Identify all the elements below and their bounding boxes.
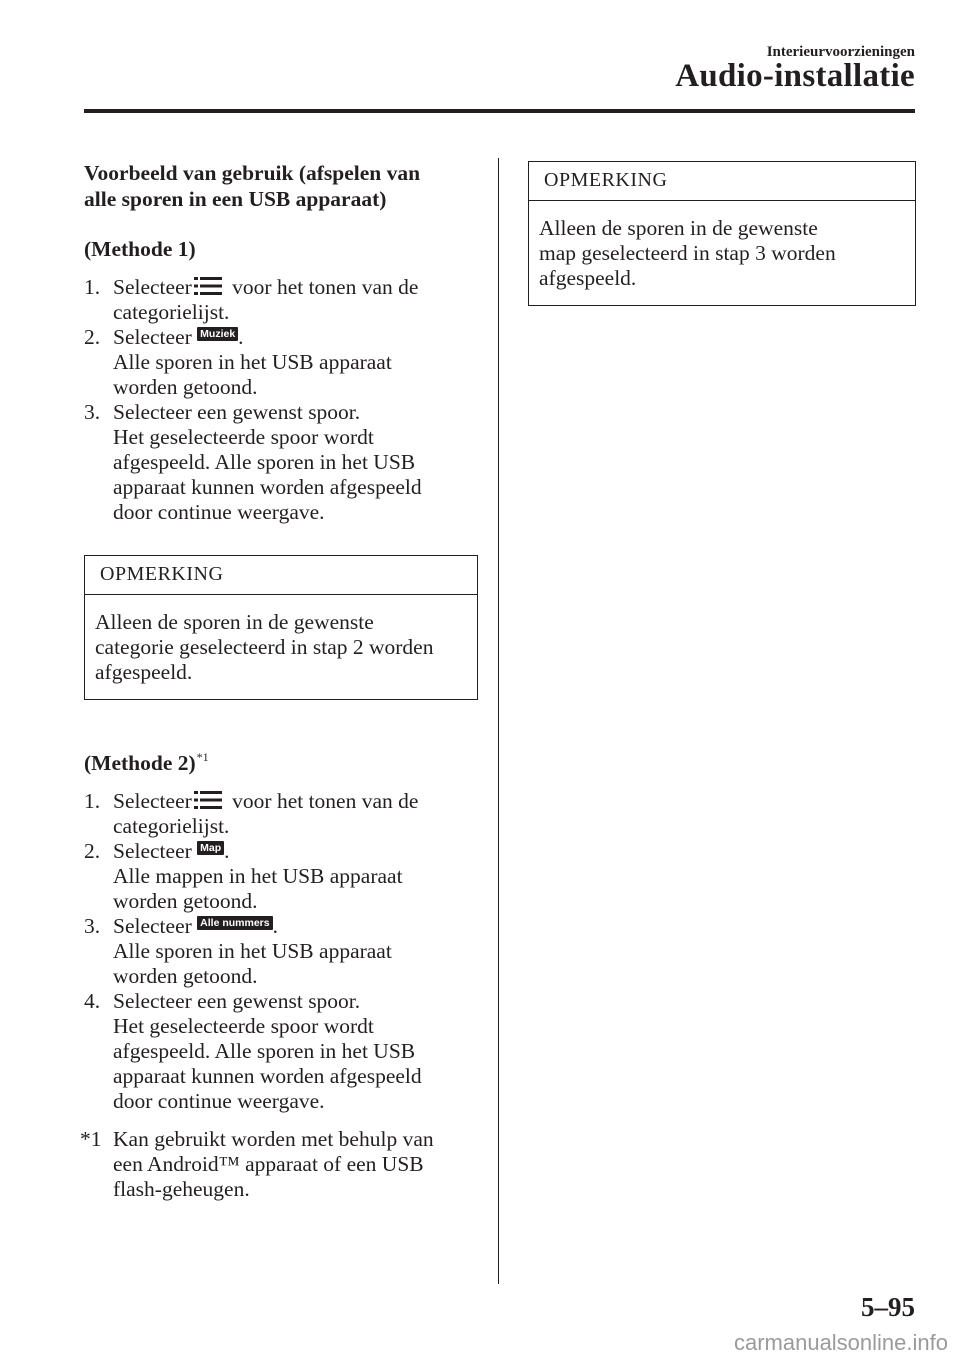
note-text: categorie geselecteerd in stap 2 worden: [95, 635, 434, 659]
left-column: [80, 160, 474, 1202]
step-text: categorielijst.: [113, 814, 230, 838]
step-text: Selecteer een gewenst spoor.: [113, 989, 361, 1013]
note-text: map geselecteerd in stap 3 worden: [539, 241, 836, 265]
note-box: [528, 161, 916, 306]
column-divider: [498, 158, 499, 1284]
list-item: [84, 989, 474, 1114]
note-title: OPMERKING: [529, 162, 915, 201]
step-text: categorielijst.: [113, 300, 230, 324]
step-number: 2.: [84, 839, 101, 863]
footnote-text: een Android™ apparaat of een USB: [113, 1152, 424, 1176]
step-text: door continue weergave.: [113, 1089, 325, 1113]
step-text: Alle sporen in het USB apparaat: [113, 939, 392, 963]
step-text: .: [224, 839, 230, 863]
step-text: apparaat kunnen worden afgespeeld: [113, 1064, 422, 1088]
step-text: worden getoond.: [113, 889, 258, 913]
method2-steps: [84, 789, 474, 1114]
page-number: 5–95: [861, 1292, 915, 1322]
step-number: 2.: [84, 325, 101, 349]
note-title: OPMERKING: [85, 556, 477, 595]
header-title: Audio-installatie: [675, 58, 915, 94]
footnote-text: flash-geheugen.: [113, 1177, 250, 1201]
footnote-text: Kan gebruikt worden met behulp van: [113, 1127, 434, 1151]
muziek-button-label: Muziek: [197, 327, 238, 341]
step-number: 1.: [84, 275, 101, 299]
note-text: afgespeeld.: [95, 660, 193, 684]
right-column: [528, 161, 916, 306]
step-text: Het geselecteerde spoor wordt: [113, 425, 374, 449]
header-section-label: Interieurvoorzieningen: [766, 44, 915, 60]
step-number: 4.: [84, 989, 101, 1013]
section-heading-line2: alle sporen in een USB apparaat): [84, 187, 387, 211]
alle-nummers-button-label: Alle nummers: [197, 916, 272, 930]
list-icon: [194, 276, 222, 296]
list-icon: [194, 790, 222, 810]
note-body: [529, 201, 915, 305]
step-text: .: [238, 325, 244, 349]
method1-title: (Methode 1): [84, 237, 196, 261]
list-item: [84, 275, 474, 325]
list-item: [84, 914, 474, 989]
list-item: [84, 789, 474, 839]
section-heading: [84, 160, 474, 212]
step-text: worden getoond.: [113, 964, 258, 988]
header-rule: [84, 109, 915, 113]
step-text: Alle sporen in het USB apparaat: [113, 350, 392, 374]
section-heading-line1: Voorbeeld van gebruik (afspelen van: [84, 161, 421, 185]
method2-title: [84, 745, 474, 776]
list-item: [84, 325, 474, 400]
step-text: Selecteer: [113, 839, 198, 863]
map-button-label: Map: [197, 841, 224, 855]
step-text: afgespeeld. Alle sporen in het USB: [113, 450, 416, 474]
method2-title-text: (Methode 2): [84, 751, 196, 775]
note-text: Alleen de sporen in de gewenste: [95, 610, 374, 634]
list-item: [84, 400, 474, 525]
step-text: afgespeeld. Alle sporen in het USB: [113, 1039, 416, 1063]
step-number: 3.: [84, 914, 101, 938]
step-text: Selecteer een gewenst spoor.: [113, 400, 361, 424]
step-text: voor het tonen van de: [226, 275, 419, 299]
step-text: Het geselecteerde spoor wordt: [113, 1014, 374, 1038]
step-text: .: [272, 914, 278, 938]
step-text: voor het tonen van de: [226, 789, 419, 813]
step-text: Selecteer: [113, 789, 192, 813]
step-number: 3.: [84, 400, 101, 424]
note-body: [85, 595, 477, 699]
footnote: [80, 1127, 474, 1202]
step-text: door continue weergave.: [113, 500, 325, 524]
step-text: worden getoond.: [113, 375, 258, 399]
method1-steps: [84, 275, 474, 525]
list-item: [84, 839, 474, 914]
step-text: Selecteer: [113, 325, 198, 349]
footnote-ref: *1: [196, 750, 209, 764]
step-text: Selecteer: [113, 275, 192, 299]
step-text: Selecteer: [113, 914, 198, 938]
note-text: afgespeeld.: [539, 266, 637, 290]
watermark: carmanualsonline.info: [733, 1330, 948, 1355]
note-box: [84, 555, 478, 700]
step-number: 1.: [84, 789, 101, 813]
note-text: Alleen de sporen in de gewenste: [539, 216, 818, 240]
step-text: apparaat kunnen worden afgespeeld: [113, 475, 422, 499]
footnote-number: *1: [80, 1127, 102, 1151]
step-text: Alle mappen in het USB apparaat: [113, 864, 403, 888]
